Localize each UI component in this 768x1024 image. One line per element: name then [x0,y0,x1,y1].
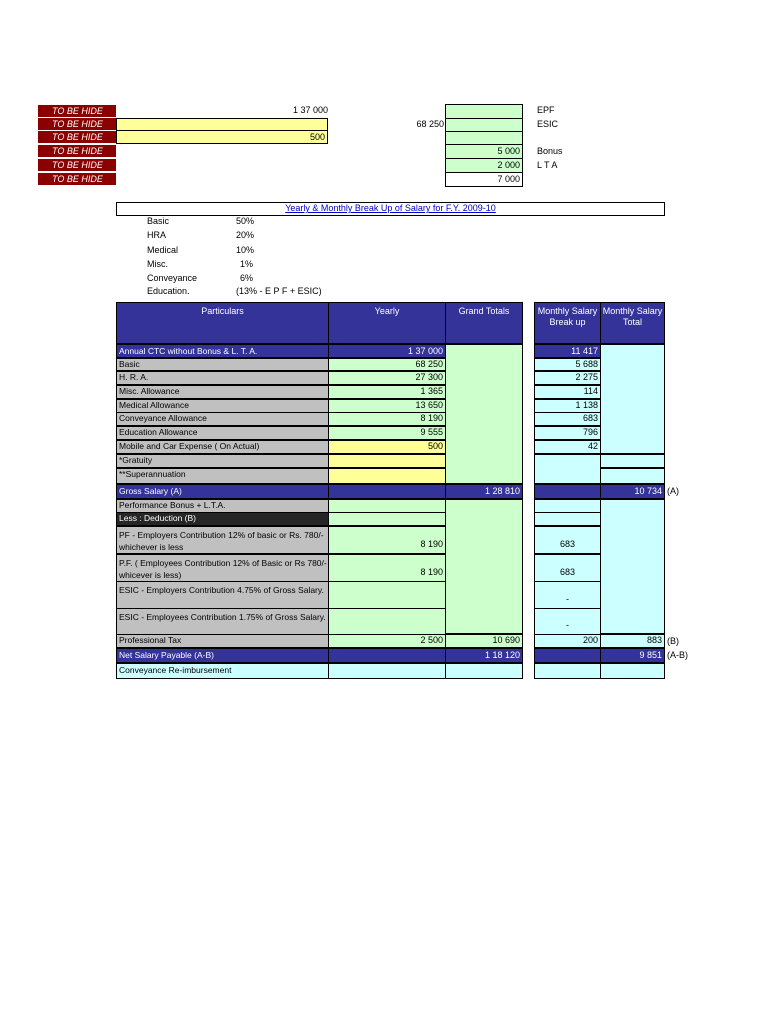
row-net-monthly [534,648,601,663]
lta-input-cell[interactable]: 2 000 [445,158,523,173]
row-conv-reimb-monthly-total [600,663,665,679]
row-conveyance-label: Conveyance Allowance [116,412,329,426]
row-misc-yearly: 1 365 [328,385,446,399]
pct-value-hra: 20% [236,230,255,240]
row-gross-monthly [534,484,601,499]
row-medical-monthly: 1 138 [534,399,601,413]
row-prof-tax-tag: (B) [667,636,679,646]
hide-label-3: TO BE HIDE [38,131,116,144]
header-grand-totals: Grand Totals [445,302,523,344]
sheet-title: Yearly & Monthly Break Up of Salary for F.Y. 2009-10 [285,203,496,213]
row-ctc-monthly: 11 417 [534,344,601,358]
hide-label-1: TO BE HIDE [38,105,116,118]
row-net-monthly-total: 9 851 [600,648,665,663]
header-particulars: Particulars [116,302,329,344]
row-net-yearly [328,648,446,663]
grand-totals-col-block-1 [445,344,523,484]
row-education-yearly: 9 555 [328,426,446,440]
top-ctc-value: 1 37 000 [292,105,328,115]
row-prof-tax-monthly-total: 883 [600,634,665,648]
pct-name-education: Education. [147,286,190,296]
hide-label-6: TO BE HIDE [38,173,116,186]
pct-value-medical: 10% [236,245,255,255]
row-conv-reimb-grand [445,663,523,679]
row-gross-tag: (A) [667,486,679,496]
pct-value-conveyance: 6% [240,273,254,283]
row-pf-employer-yearly: 8 190 [328,526,446,554]
lta-label: L T A [537,160,558,170]
row-prof-tax-yearly: 2 500 [328,634,446,648]
row-net-label: Net Salary Payable (A-B) [116,648,329,663]
row-medical-yearly: 13 650 [328,399,446,413]
row-gratuity-label: *Gratuity [116,454,329,468]
monthly-total-gratuity [600,454,665,468]
row-prof-tax-grand: 10 690 [445,634,523,648]
row-esic-employee-yearly [328,608,446,635]
row-gratuity-yearly[interactable] [328,454,446,468]
row-gross-yearly [328,484,446,499]
row-superannuation-label: **Superannuation [116,468,329,484]
bonus-lta-sum-cell: 7 000 [445,172,523,187]
row-esic-employer-yearly [328,581,446,609]
row-esic-employer-label: ESIC - Employers Contribution 4.75% of Gross Salary. [116,581,329,609]
row-less-deduction-label: Less : Deduction (B) [116,512,329,526]
row-education-monthly: 796 [534,426,601,440]
pct-name-misc: Misc. [147,259,168,269]
row-education-label: Education Allowance [116,426,329,440]
row-mobile-yearly[interactable]: 500 [328,440,446,454]
esic-input-cell[interactable] [445,118,523,132]
row-misc-label: Misc. Allowance [116,385,329,399]
row-less-deduction-monthly [534,512,601,526]
pct-name-hra: HRA [147,230,167,240]
row-conveyance-yearly: 8 190 [328,412,446,426]
row-basic-label: Basic [116,358,329,371]
row-esic-employer-monthly: - [534,581,601,609]
pct-name-conveyance: Conveyance [147,273,198,283]
hide-label-4: TO BE HIDE [38,145,116,158]
row-perf-bonus-yearly [328,499,446,513]
row-conv-reimb-label: Conveyance Re-imbursement [116,663,329,679]
row-pf-employer-monthly: 683 [534,526,601,554]
row-less-deduction-yearly [328,512,446,526]
row-net-grand: 1 18 120 [445,648,523,663]
row-prof-tax-monthly: 200 [534,634,601,648]
hide-label-2: TO BE HIDE [38,118,116,131]
row-basic-monthly: 5 688 [534,358,601,371]
top-basic-half: 68 250 [416,119,444,129]
grand-totals-col-block-2 [445,499,523,634]
row-pf-employer-label: PF - Employers Contribution 12% of basic or Rs. 780/- whichever is less [116,526,329,554]
row-pf-employee-label: P.F. ( Employees Contribution 12% of Basic or Rs 780/- whicever is less) [116,554,329,582]
row-gross-label: Gross Salary (A) [116,484,329,499]
row-superannuation-yearly[interactable] [328,468,446,484]
row-conv-reimb-yearly [328,663,446,679]
pct-value-basic: 50% [236,216,255,226]
row-conveyance-monthly: 683 [534,412,601,426]
row-misc-monthly: 114 [534,385,601,399]
row-conv-reimb-monthly [534,663,601,679]
row-pf-employee-yearly: 8 190 [328,554,446,582]
row-gross-grand: 1 28 810 [445,484,523,499]
bonus-input-cell[interactable]: 5 000 [445,144,523,159]
row-net-tag: (A-B) [667,650,688,660]
header-monthly-break: Monthly Salary Break up [534,302,601,344]
monthly-total-superannuation [600,468,665,484]
row-perf-bonus-label: Performance Bonus + L.T.A. [116,499,329,513]
row-perf-bonus-monthly [534,499,601,513]
row-pf-employee-monthly: 683 [534,554,601,582]
row-basic-yearly: 68 250 [328,358,446,371]
row-hra-monthly: 2 275 [534,371,601,385]
hide-label-5: TO BE HIDE [38,159,116,172]
pct-name-basic: Basic [147,216,170,226]
row-esic-employee-label: ESIC - Employees Contribution 1.75% of Gross Salary. [116,608,329,635]
top-mobile-input[interactable]: 500 [116,130,328,144]
blank-input-cell[interactable] [445,131,523,145]
row-ctc-label: Annual CTC without Bonus & L. T. A. [116,344,329,358]
row-esic-employee-monthly: - [534,608,601,635]
pct-name-medical: Medical [147,245,179,255]
title-box [116,202,665,216]
row-ctc-yearly: 1 37 000 [328,344,446,358]
row-hra-label: H. R. A. [116,371,329,385]
pct-value-misc: 1% [240,259,254,269]
epf-label: EPF [537,105,555,115]
epf-input-cell[interactable] [445,104,523,119]
header-monthly-total: Monthly Salary Total [600,302,665,344]
monthly-total-col-block-2 [600,499,665,634]
row-gross-monthly-total: 10 734 [600,484,665,499]
row-hra-yearly: 27 300 [328,371,446,385]
monthly-total-col-block-1 [600,344,665,454]
esic-label: ESIC [537,119,559,129]
row-mobile-monthly: 42 [534,440,601,454]
bonus-label: Bonus [537,146,563,156]
row-mobile-label: Mobile and Car Expense ( On Actual) [116,440,329,454]
row-gratuity-monthly [534,454,601,484]
row-prof-tax-label: Professional Tax [116,634,329,648]
row-medical-label: Medical Allowance [116,399,329,413]
pct-value-education: (13% - E P F + ESIC) [236,286,322,296]
header-yearly: Yearly [328,302,446,344]
